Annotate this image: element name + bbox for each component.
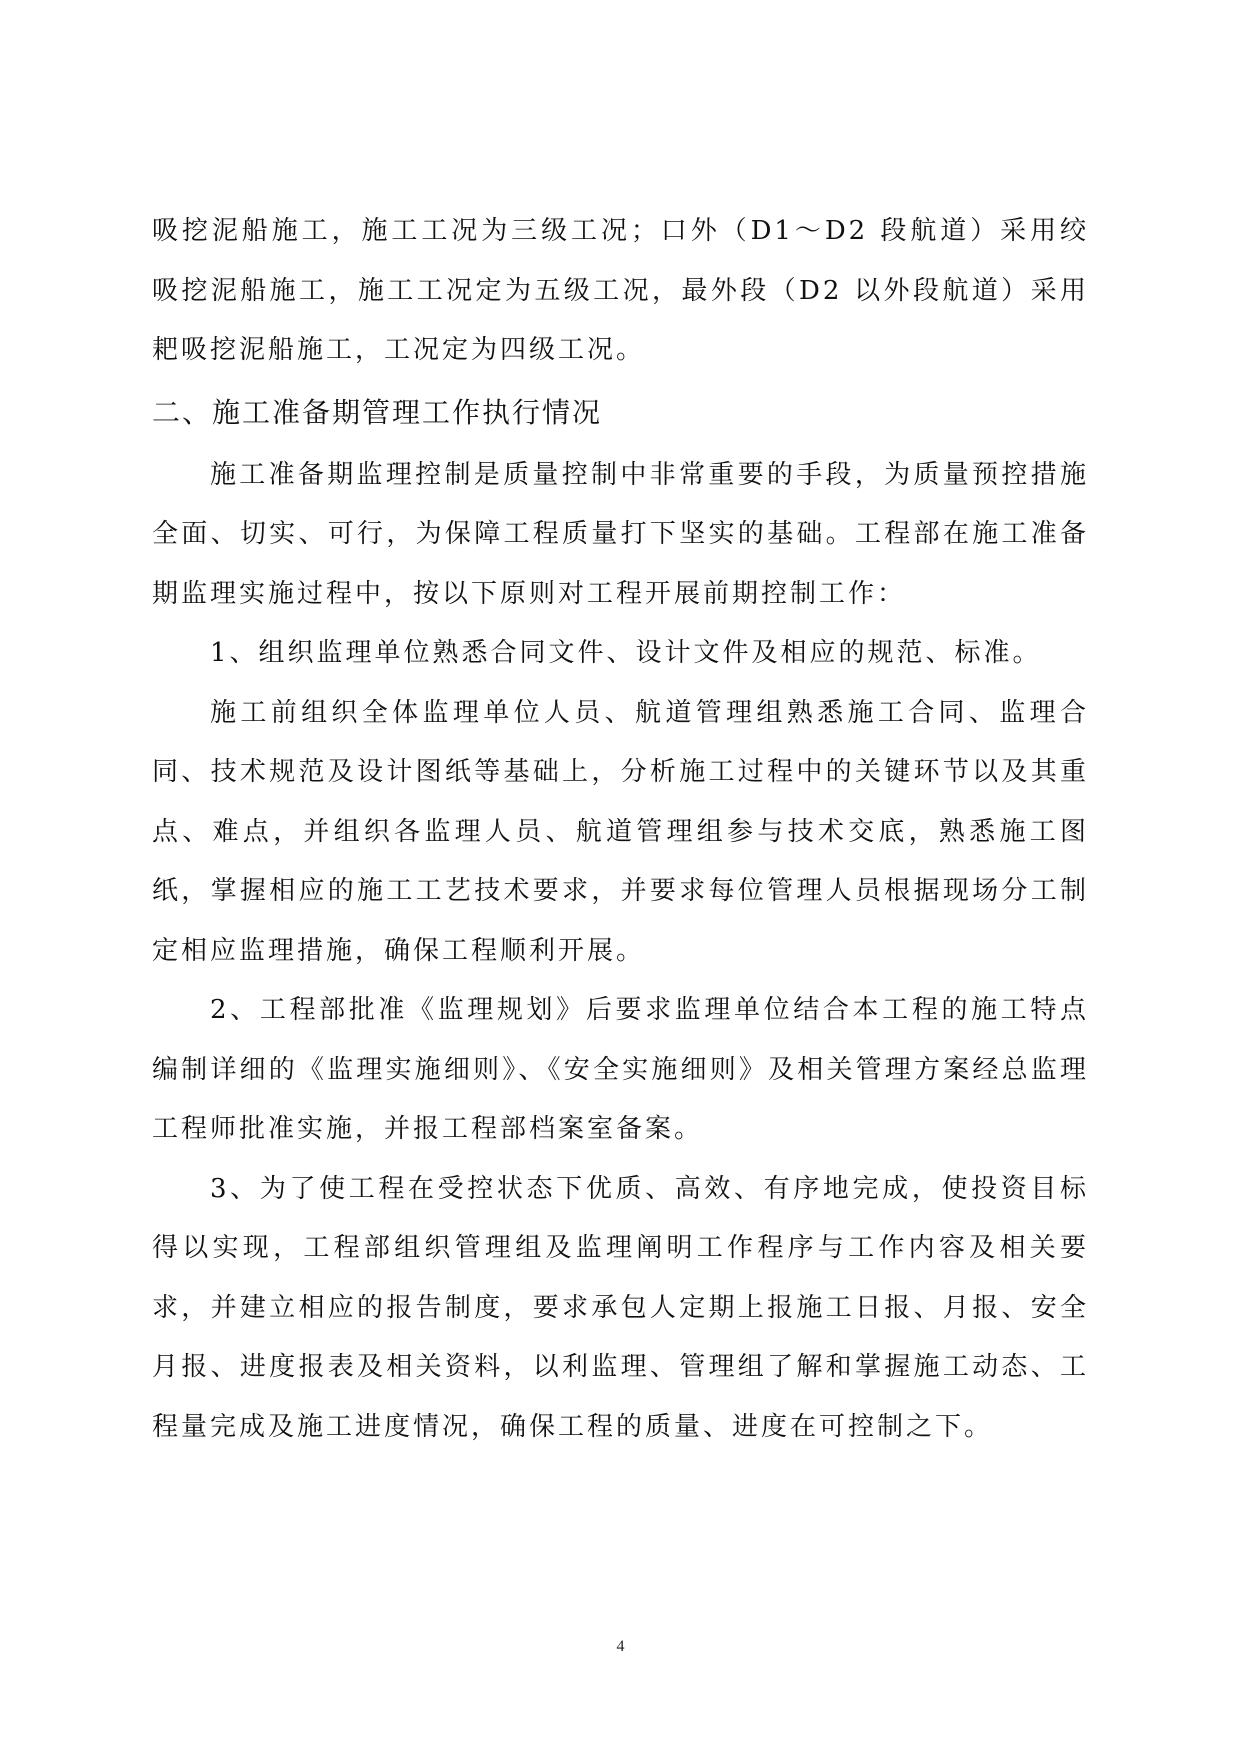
paragraph-intro: 施工准备期监理控制是质量控制中非常重要的手段，为质量预控措施全面、切实、可行，为保障工程质量打下坚实的基础。工程部在施工准备期监理实施过程中，按以下原则对工程开展前期控制工作： bbox=[152, 459, 1089, 609]
paragraph-item-1: 1、组织监理单位熟悉合同文件、设计文件及相应的规范、标准。 bbox=[210, 638, 1042, 668]
paragraph-continuation: 吸挖泥船施工，施工工况为三级工况；口外（D1～D2 段航道）采用绞吸挖泥船施工，施工工况定为五级工况，最外段（D2 以外段航道）采用耙吸挖泥船施工，工况定为四级工况。 bbox=[152, 216, 1089, 365]
section-heading: 二、施工准备期管理工作执行情况 bbox=[152, 395, 603, 429]
page-number: 4 bbox=[616, 1638, 625, 1655]
page-body bbox=[152, 202, 1089, 1457]
paragraph-item-2: 2、工程部批准《监理规划》后要求监理单位结合本工程的施工特点编制详细的《监理实施细则》、《安全实施细则》及相关管理方案经总监理工程师批准实施，并报工程部档案室备案。 bbox=[152, 995, 1089, 1144]
paragraph-item-1-detail: 施工前组织全体监理单位人员、航道管理组熟悉施工合同、监理合同、技术规范及设计图纸等基础上，分析施工过程中的关键环节以及其重点、难点，并组织各监理人员、航道管理组参与技术交底，熟悉施工图纸，掌握相应的施工工艺技术要求，并要求每位管理人员根据现场分工制定相应监理措施，确保工程顺利开展。 bbox=[152, 697, 1089, 966]
paragraph-item-3: 3、为了使工程在受控状态下优质、高效、有序地完成，使投资目标得以实现，工程部组织管理组及监理阐明工作程序与工作内容及相关要求，并建立相应的报告制度，要求承包人定期上报施工日报、月报、安全月报、进度报表及相关资料，以利监理、管理组了解和掌握施工动态、工程量完成及施工进度情况，确保工程的质量、进度在可控制之下。 bbox=[152, 1173, 1089, 1442]
